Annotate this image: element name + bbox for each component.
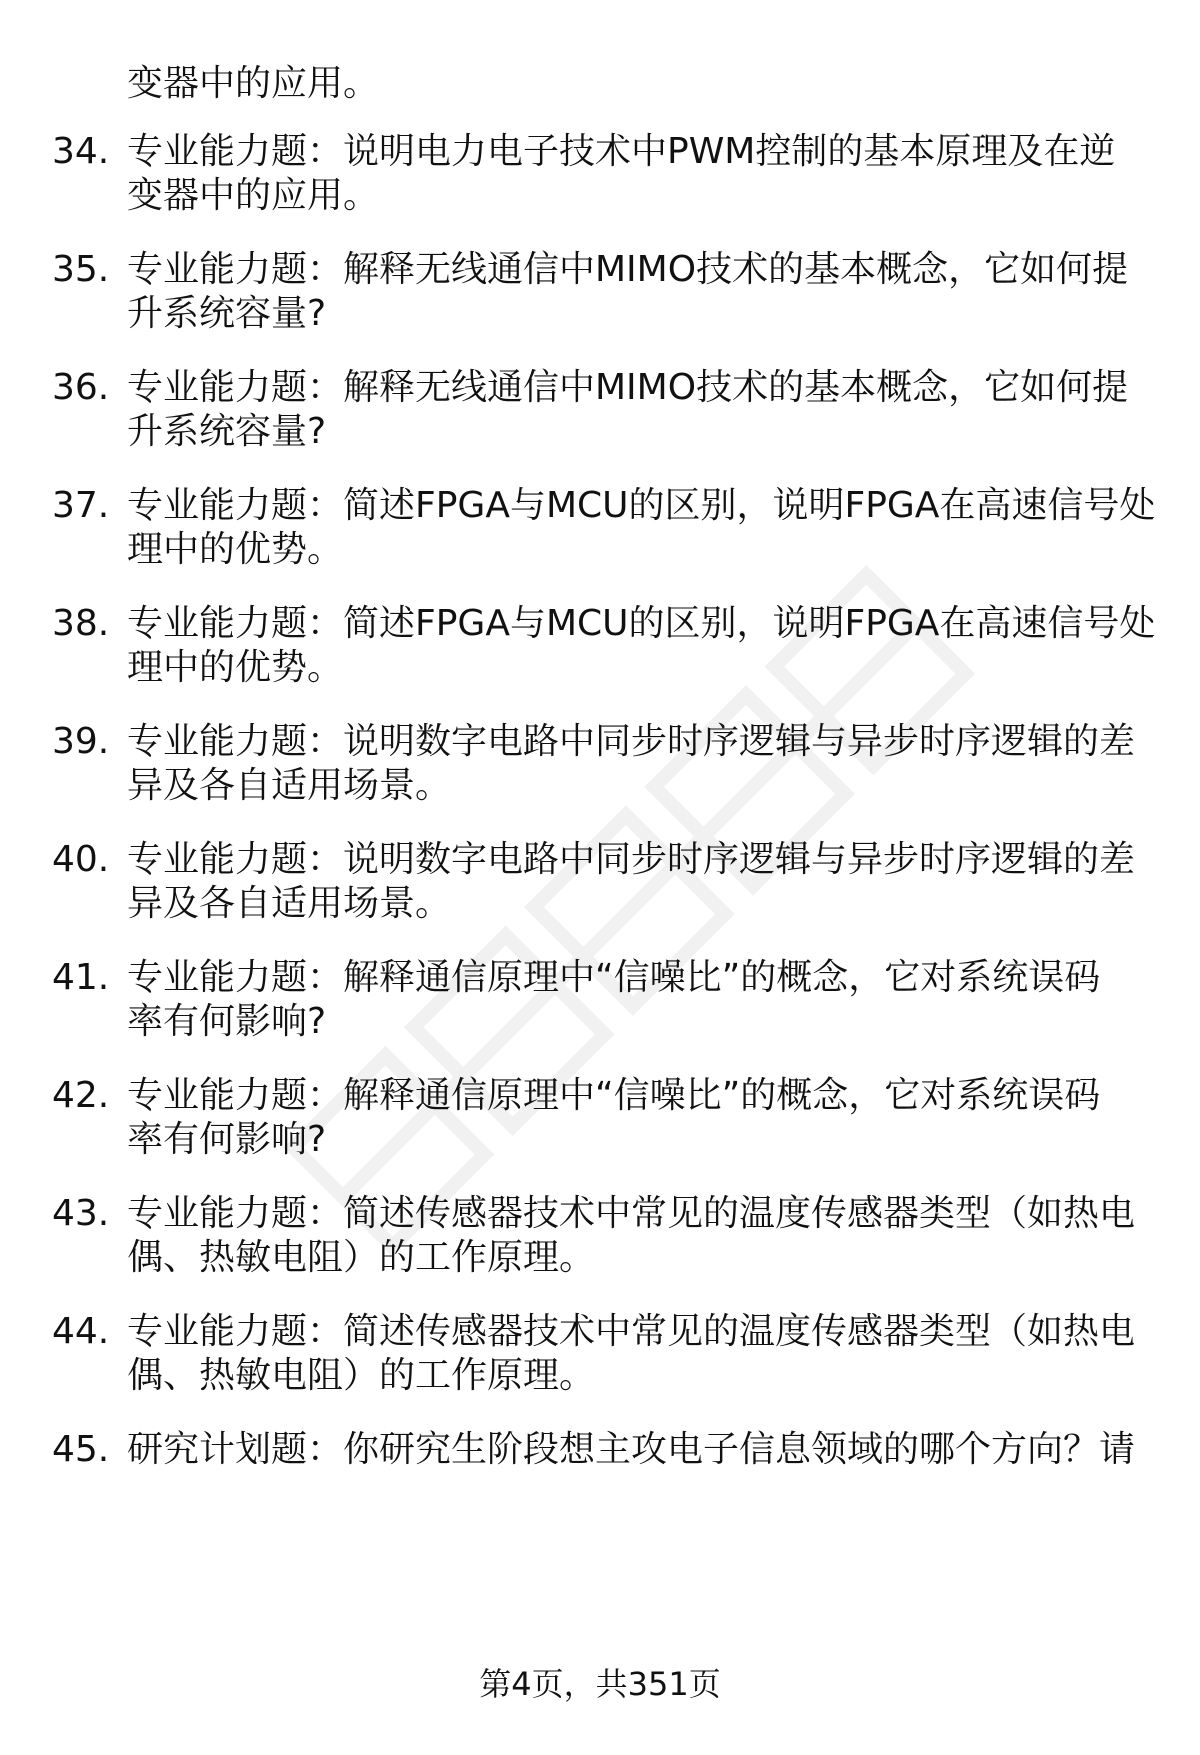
question-line: 偶、热敏电阻）的工作原理。 [127, 1355, 596, 1396]
question-number: 36. [52, 367, 110, 408]
question-line: 率有何影响? [127, 1001, 327, 1042]
question-line: 专业能力题：解释无线通信中MIMO技术的基本概念，它如何提 [127, 367, 1129, 408]
question-number: 45. [52, 1429, 110, 1470]
question-line: 异及各自适用场景。 [127, 883, 452, 924]
page-footer: 第4页，共351页 [479, 1665, 721, 1703]
question-line: 偶、热敏电阻）的工作原理。 [127, 1237, 596, 1278]
question-line: 专业能力题：说明数字电路中同步时序逻辑与异步时序逻辑的差 [127, 721, 1136, 762]
question-line: 专业能力题：简述传感器技术中常见的温度传感器类型（如热电 [127, 1193, 1136, 1234]
question-line: 率有何影响? [127, 1119, 327, 1160]
question-line: 专业能力题：解释通信原理中“信噪比”的概念，它对系统误码 [127, 1075, 1101, 1116]
question-line: 升系统容量? [127, 411, 327, 452]
question-line: 专业能力题：说明电力电子技术中PWM控制的基本原理及在逆 [127, 131, 1116, 172]
question-line: 理中的优势。 [127, 529, 344, 570]
continuation-text: 变器中的应用。 [127, 63, 380, 104]
question-number: 44. [52, 1311, 110, 1352]
question-number: 41. [52, 957, 110, 998]
question-line: 专业能力题：解释无线通信中MIMO技术的基本概念，它如何提 [127, 249, 1129, 290]
question-line: 专业能力题：简述FPGA与MCU的区别，说明FPGA在高速信号处 [127, 485, 1156, 526]
question-line: 变器中的应用。 [127, 175, 380, 216]
question-number: 35. [52, 249, 110, 290]
question-number: 34. [52, 131, 110, 172]
question-number: 38. [52, 603, 110, 644]
question-number: 40. [52, 839, 110, 880]
question-line: 专业能力题：简述FPGA与MCU的区别，说明FPGA在高速信号处 [127, 603, 1156, 644]
question-line: 研究计划题：你研究生阶段想主攻电子信息领域的哪个方向？请 [127, 1429, 1136, 1470]
question-number: 43. [52, 1193, 110, 1234]
question-line: 专业能力题：简述传感器技术中常见的温度传感器类型（如热电 [127, 1311, 1136, 1352]
question-line: 升系统容量? [127, 293, 327, 334]
question-line: 理中的优势。 [127, 647, 344, 688]
question-number: 42. [52, 1075, 110, 1116]
question-number: 39. [52, 721, 110, 762]
question-line: 专业能力题：说明数字电路中同步时序逻辑与异步时序逻辑的差 [127, 839, 1136, 880]
question-line: 专业能力题：解释通信原理中“信噪比”的概念，它对系统误码 [127, 957, 1101, 998]
question-line: 异及各自适用场景。 [127, 765, 452, 806]
question-number: 37. [52, 485, 110, 526]
